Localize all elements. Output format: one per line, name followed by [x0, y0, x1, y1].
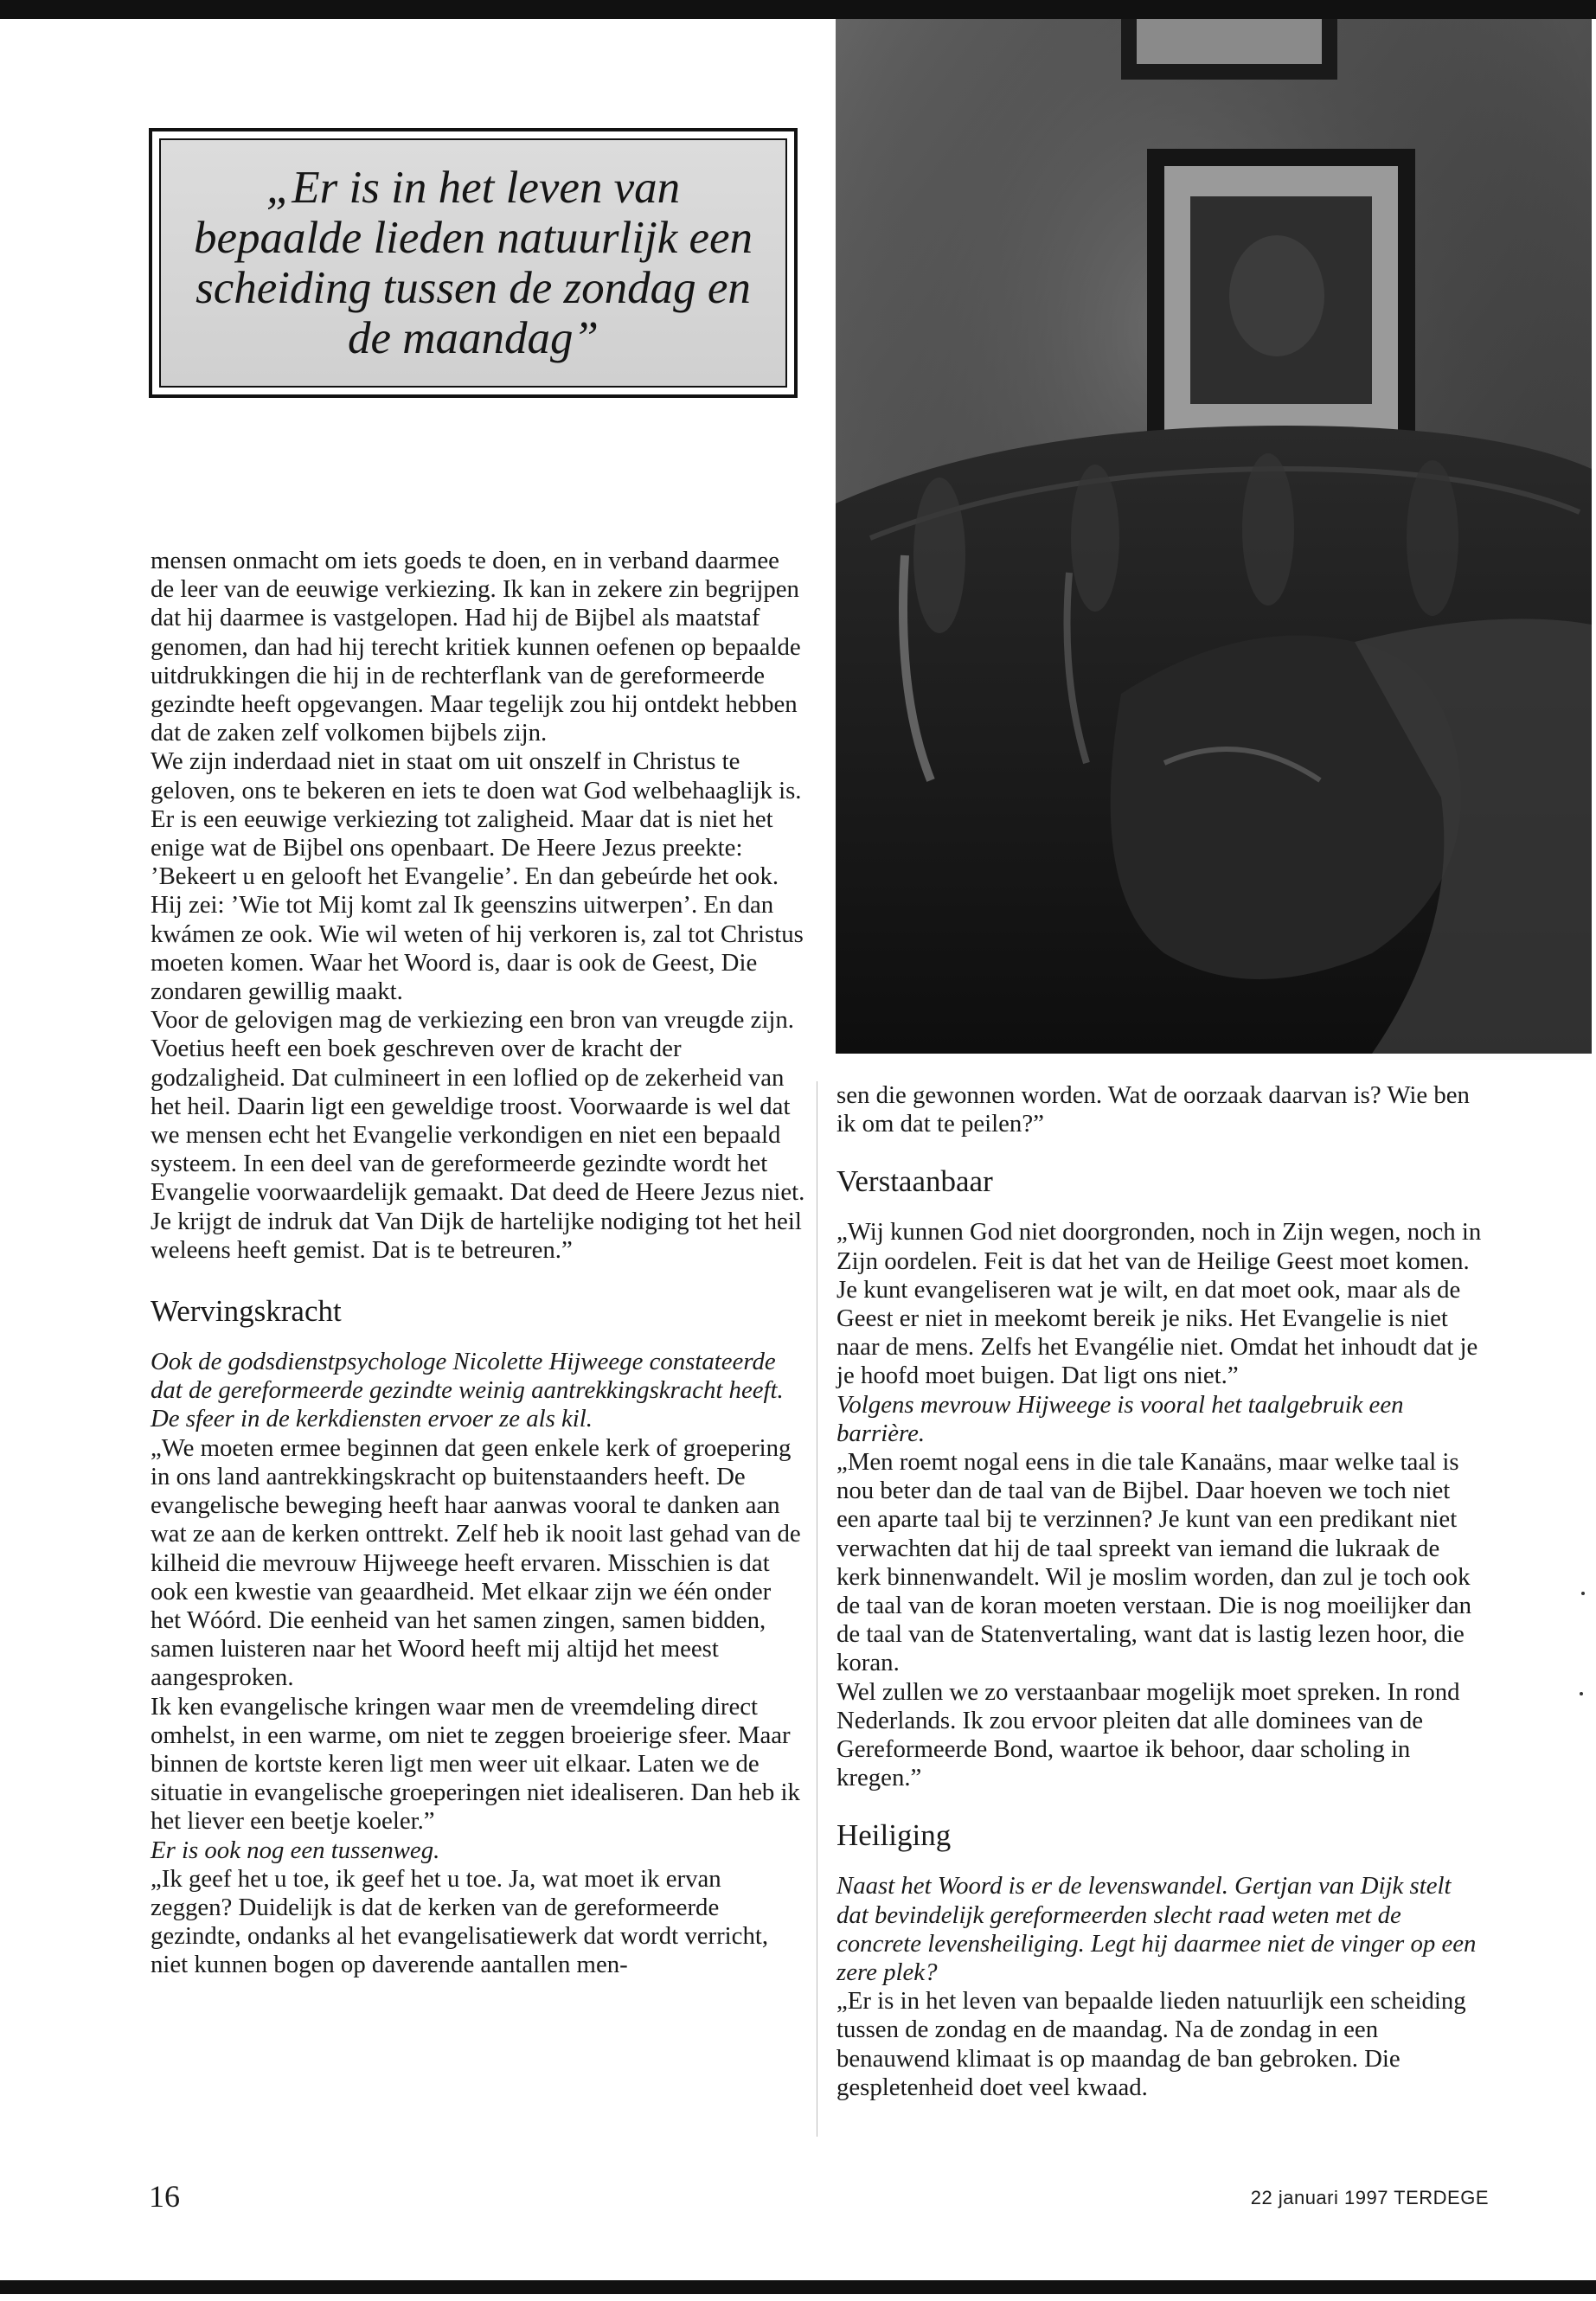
top-rule	[0, 0, 1596, 19]
interview-question: Ook de godsdienstpsychologe Nicolette Hijweege constateerde dat de gereformeerde gezindte weinig aantrekkingskracht heeft. De sfeer in de kerkdiensten ervoer ze als kil.	[151, 1348, 784, 1433]
pull-quote-box	[149, 128, 798, 398]
section-heading-verstaanbaar: Verstaanbaar	[836, 1164, 993, 1199]
page-number: 16	[149, 2179, 180, 2214]
paragraph: „Wij kunnen God niet doorgronden, noch in Zijn wegen, noch in Zijn oordelen. Feit is dat het van de Heilige Geest moet komen. Je kunt evangeliseren wat je wilt, en dat moet ook, maar als de Geest er niet in meekomt bereik je niks. Het Evangelie is niet naar de mens. Zelfs het Evangélie niet. Omdat het inhoudt dat je je hoofd moet buigen. Dat ligt ons niet.”	[836, 1218, 1482, 1390]
article-column-left	[151, 547, 806, 1980]
paragraph: „We moeten ermee beginnen dat geen enkele kerk of groepering in ons land aantrekkingskracht op buitenstaanders heeft. De evangelische beweging heeft haar aanwas vooral te danken aan wat ze aan de kerken onttrekt. Zelf heb ik nooit last gehad van de kilheid die mevrouw Hijweege heeft ervaren. Misschien is dat ook een kwestie van geaardheid. Met elkaar zijn we één onder het Wóórd. Die eenheid van het samen zingen, samen bidden, samen luisteren naar het Woord heeft mij altijd het meest aangesproken.	[151, 1433, 801, 1692]
interior-photo	[836, 19, 1592, 1054]
issue-footer: 22 januari 1997 TERDEGE	[1250, 2187, 1489, 2208]
paragraph: „Men roemt nogal eens in die tale Kanaäns, maar welke taal is nou beter dan de taal van de Bijbel. Daar hoeven we toch niet een aparte taal bij te verzinnen? Je kunt van een predikant niet verwachten dat hij de taal spreekt van iemand die lukraak de kerk binnenwandelt. Wil je moslim worden, dan zul je toch ook de taal van de koran moeten verstaan. Die is nog moeilijker dan de taal van de Statenvertaling, want dat is lastig lezen hoor, die koran.	[836, 1448, 1472, 1677]
paragraph: „Ik geef het u toe, ik geef het u toe. Ja, wat moet ik ervan zeggen? Duidelijk is dat de kerken van de gereformeerde gezindte, ondanks al het evangelisatiewerk dat wordt verricht, niet kunnen bogen op daverende aantallen men-	[151, 1864, 769, 1979]
interview-question: Er is ook nog een tussenweg.	[151, 1836, 440, 1864]
section-heading-heiliging: Heiliging	[836, 1818, 952, 1853]
paragraph: We zijn inderdaad niet in staat om uit onszelf in Christus te geloven, ons te bekeren en iets te doen wat God welbehaaglijk is. Er is een eeuwige verkiezing tot zaligheid. Maar dat is niet het enige wat de Bijbel ons openbaart. De Heere Jezus preekte: ’Bekeert u en gelooft het Evangelie’. En dan gebeúrde het ook. Hij zei: ’Wie tot Mij komt zal Ik geenszins uitwerpen’. En dan kwámen ze ook. Wie wil weten of hij verkoren is, zal tot Christus moeten komen. Waar het Woord is, daar is ook de Geest, Die zondaren gewillig maakt.	[151, 747, 804, 1006]
section-heading-wervingskracht: Wervingskracht	[151, 1294, 342, 1329]
paragraph: Wel zullen we zo verstaanbaar mogelijk moet spreken. In rond Nederlands. Ik zou ervoor pleiten dat alle dominees van de Gereformeerde Bond, waartoe ik behoor, daar scholing in kregen.”	[836, 1677, 1460, 1792]
interview-question: Naast het Woord is er de levenswandel. Gertjan van Dijk stelt dat bevindelijk gereformeerden slecht raad weten met de concrete levensheiliging. Legt hij daarmee niet de vinger op een zere plek?	[836, 1872, 1477, 1987]
photo-illustration	[836, 19, 1592, 1054]
article-column-right	[836, 1081, 1487, 2102]
paragraph: sen die gewonnen worden. Wat de oorzaak daarvan is? Wie ben ik om dat te peilen?”	[836, 1081, 1470, 1138]
paragraph: „Er is in het leven van bepaalde lieden natuurlijk een scheiding tussen de zondag en de maandag. Na de zondag in een benauwend klimaat is op maandag de ban gebroken. Die gespletenheid doet veel kwaad.	[836, 1987, 1466, 2101]
interview-question: Volgens mevrouw Hijweege is vooral het taalgebruik een barrière.	[836, 1390, 1404, 1447]
paragraph: Voor de gelovigen mag de verkiezing een bron van vreugde zijn. Voetius heeft een boek geschreven over de kracht der godzaligheid. Dat culmineert in een loflied op de zekerheid van het heil. Daarin ligt een geweldige troost. Voorwaarde is wel dat we mensen echt het Evangelie verkondigen en niet een bepaald systeem. In een deel van de gereformeerde gezindte wordt het Evangelie voorwaardelijk gemaakt. Dat deed de Heere Jezus niet. Je krijgt de indruk dat Van Dijk de hartelijke nodiging tot het heil weleens heeft gemist. Dat is te betreuren.”	[151, 1006, 805, 1264]
print-speck	[1580, 1692, 1583, 1695]
pull-quote-text: „Er is in het leven van bepaalde lieden natuurlijk een scheiding tussen de zondag en de maandag”	[193, 163, 753, 363]
pull-quote-inner	[159, 138, 787, 388]
bottom-rule	[0, 2280, 1596, 2294]
print-speck	[1581, 1592, 1585, 1595]
paragraph: Ik ken evangelische kringen waar men de vreemdeling direct omhelst, in een warme, om niet te zeggen broeierige sfeer. Maar binnen de kortste keren ligt men weer uit elkaar. Laten we de situatie in evangelische groeperingen niet idealiseren. Dan heb ik het liever een beetje koeler.”	[151, 1692, 800, 1836]
paragraph: mensen onmacht om iets goeds te doen, en in verband daarmee de leer van de eeuwige verkiezing. Ik kan in zekere zin begrijpen dat hij daarmee is vastgelopen. Had hij de Bijbel als maatstaf genomen, dan had hij terecht kritiek kunnen oefenen op bepaalde uitdrukkingen die hij in de rechterflank van de gereformeerde gezindte heeft opgevangen. Maar tegelijk zou hij ontdekt hebben dat de zaken zelf volkomen bijbels zijn.	[151, 547, 801, 747]
